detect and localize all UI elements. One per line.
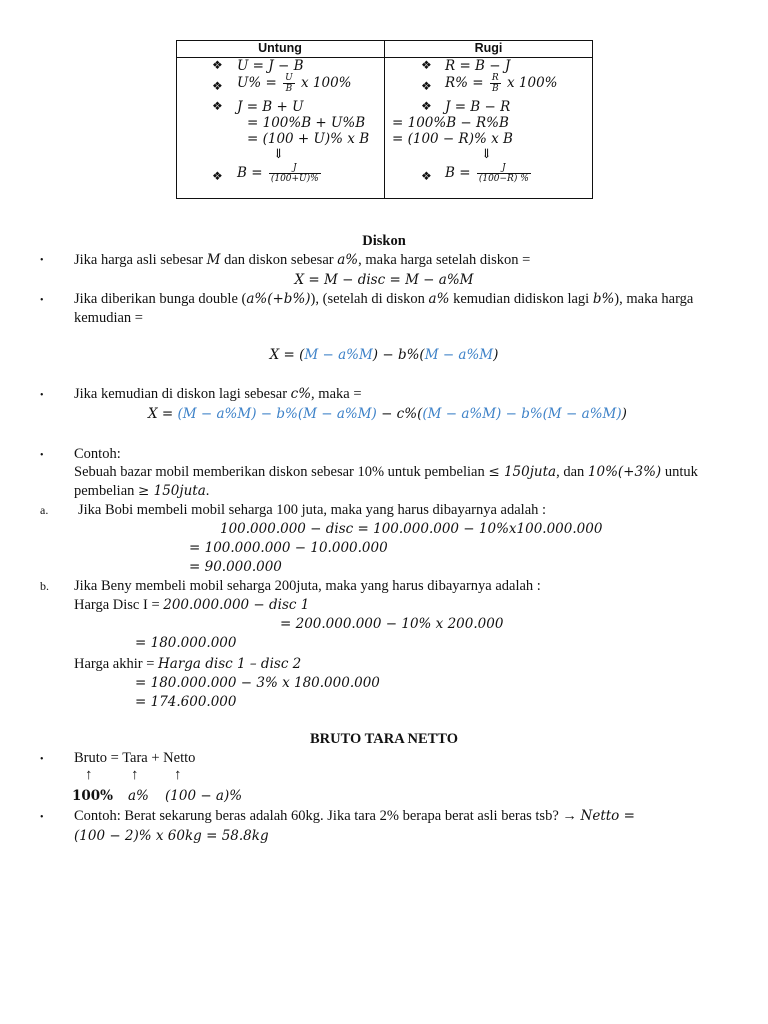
text: untuk [664, 464, 698, 480]
text: ), maka harga [614, 291, 694, 307]
fraction-numerator: J [477, 163, 531, 174]
bruto-example-result: (100 − 2)% x 60kg = 58.8kg [74, 828, 269, 844]
math: ) [493, 347, 499, 363]
untung-formula-6 [237, 163, 323, 184]
list-marker-a: a. [40, 503, 49, 517]
contoh-label: Contoh: [74, 446, 121, 462]
math: 10%(+3%) [587, 464, 662, 480]
bullet: • [40, 450, 44, 461]
rugi-formula-6 [445, 163, 533, 184]
text: kemudian didiskon lagi [453, 291, 590, 307]
list-marker-b: b. [40, 579, 49, 593]
contoh-b-line-5: = 180.000.000 − 3% x 180.000.000 [135, 675, 380, 691]
contoh-b-line-3: = 180.000.000 [135, 635, 237, 651]
diamond-bullet-icon: ❖ [421, 169, 432, 183]
contoh-a-text: Jika Bobi membeli mobil seharga 100 juta, maka yang harus dibayarnya adalah : [78, 502, 547, 518]
diskon-equation-3 [148, 406, 627, 422]
diamond-bullet-icon: ❖ [421, 79, 432, 93]
contoh-a-equation-3: = 90.000.000 [189, 559, 282, 575]
math: X = ( [269, 347, 305, 363]
untung-formula-1: U = J − B [237, 58, 304, 74]
untung-formula-2-lhs: U% = [237, 75, 277, 91]
math: ≤ 150juta [488, 464, 557, 480]
diskon-paragraph-3 [74, 386, 362, 403]
contoh-a-equation-2: = 100.000.000 − 10.000.000 [189, 540, 388, 556]
contoh-b-line-2: = 200.000.000 − 10% x 200.000 [280, 616, 504, 632]
header-rugi: Rugi [474, 41, 503, 55]
diamond-bullet-icon: ❖ [212, 58, 223, 72]
fraction [283, 73, 295, 94]
text: Jika harga asli sebesar [74, 252, 203, 268]
fraction-denominator: B [285, 84, 293, 94]
rugi-formula-2-lhs: R% = [445, 75, 484, 91]
fraction-numerator: J [269, 163, 321, 174]
up-arrow-icon: ↑ [174, 767, 182, 783]
contoh-b-text: Jika Beny membeli mobil seharga 200juta, maka yang harus dibayarnya adalah : [74, 578, 541, 594]
up-arrow-icon: ↑ [131, 767, 139, 783]
text: , maka = [311, 386, 362, 402]
math: − c%( [381, 406, 423, 422]
up-arrow-icon: ↑ [85, 767, 93, 783]
diskon-paragraph-2 [74, 291, 693, 308]
fraction-denominator: (100+U)% [270, 174, 319, 184]
text: pembelian [74, 483, 135, 499]
text: , dan [556, 464, 585, 480]
diamond-bullet-icon: ❖ [421, 58, 432, 72]
contoh-b-line-6: = 174.600.000 [135, 694, 237, 710]
untung-formula-3: J = B + U [237, 99, 304, 115]
bullet: • [40, 390, 44, 401]
rugi-formula-3: J = B − R [445, 99, 511, 115]
diskon-equation-1: X = M − disc = M − a%M [294, 272, 474, 288]
contoh-b-line-1 [74, 597, 309, 614]
bruto-value: 100% [72, 788, 114, 804]
diskon-title: Diskon [362, 233, 406, 249]
text: dan diskon sebesar [224, 252, 334, 268]
math: X = [148, 406, 174, 422]
contoh-b-line-4 [74, 656, 301, 673]
rugi-formula-1: R = B − J [445, 58, 511, 74]
untung-formula-4: = 100%B + U%B [247, 115, 366, 131]
diamond-bullet-icon: ❖ [212, 99, 223, 113]
contoh-a-equation-1: 100.000.000 − disc = 100.000.000 − 10%x100.000.000 [220, 521, 603, 537]
math: M [206, 252, 221, 268]
math: a% [428, 291, 450, 307]
bruto-title: BRUTO TARA NETTO [309, 731, 458, 747]
math-highlight: (M − a%M) − b%(M − a%M) [422, 406, 622, 422]
bruto-example [74, 808, 635, 825]
diskon-paragraph-1 [74, 252, 530, 269]
math: a% [337, 252, 359, 268]
math: Netto = [580, 808, 635, 824]
untung-formula-2-rhs: x 100% [301, 75, 352, 91]
untung-formula-5: = (100 + U)% x B [247, 131, 370, 147]
bullet: • [40, 754, 44, 765]
fraction [477, 163, 531, 184]
header-untung: Untung [258, 41, 302, 55]
rugi-formula-4: = 100%B − R%B [392, 115, 509, 131]
text: Harga Disc I = [74, 597, 160, 613]
fraction [490, 73, 501, 94]
diskon-equation-2 [0, 347, 768, 363]
fraction-denominator: B [491, 84, 499, 94]
rugi-formula-2-rhs: x 100% [506, 75, 558, 91]
diamond-bullet-icon: ❖ [212, 169, 223, 183]
math-highlight: (M − a%M) − b%(M − a%M) [177, 406, 377, 422]
math-highlight: M − a%M [304, 347, 373, 363]
math: Harga disc 1 – disc 2 [158, 656, 302, 672]
bullet: • [40, 812, 44, 823]
math: ) [621, 406, 627, 422]
math: c% [290, 386, 312, 402]
text: Harga akhir = [74, 656, 155, 672]
fraction-denominator: (100−R) % [478, 174, 529, 184]
math: ) − b%( [372, 347, 425, 363]
table-column-divider [384, 40, 385, 199]
math-highlight: M − a%M [424, 347, 494, 363]
text: Sebuah bazar mobil memberikan diskon sebesar 10% untuk pembelian [74, 464, 485, 480]
double-down-arrow-icon: ⇓ [481, 146, 492, 161]
fraction-numerator: U [285, 73, 293, 83]
math: ≥ 150juta [138, 483, 206, 499]
text: Jika diberikan bunga double ( [74, 291, 247, 307]
bullet: • [40, 295, 44, 306]
diskon-paragraph-2-continued: kemudian = [74, 310, 143, 326]
fraction [269, 163, 321, 184]
untung-formula-6-lhs: B = [237, 165, 263, 181]
untung-formula-2 [237, 73, 352, 94]
fraction-numerator: R [491, 73, 499, 83]
text: Contoh: Berat sekarung beras adalah 60kg. Jika tara 2% berapa berat asli beras tsb? → [74, 808, 577, 824]
math: b% [592, 291, 615, 307]
bruto-formula: Bruto = Tara + Netto [74, 750, 196, 766]
rugi-formula-2 [445, 73, 557, 94]
text: . [205, 483, 210, 499]
text: Jika kemudian di diskon lagi sebesar [74, 386, 288, 402]
rugi-formula-5: = (100 − R)% x B [392, 131, 513, 147]
math: a%(+b%) [246, 291, 311, 307]
rugi-formula-6-lhs: B = [445, 165, 471, 181]
contoh-line-2 [74, 483, 209, 500]
text: , maka harga setelah diskon = [358, 252, 531, 268]
bullet: • [40, 255, 44, 266]
double-down-arrow-icon: ⇓ [273, 146, 284, 161]
diamond-bullet-icon: ❖ [212, 79, 223, 93]
tara-value: a% [128, 788, 149, 804]
netto-value: (100 − a)% [165, 788, 243, 804]
text: ), (setelah di diskon [310, 291, 425, 307]
math: 200.000.000 − disc 1 [163, 597, 310, 613]
contoh-line-1 [74, 464, 698, 481]
diamond-bullet-icon: ❖ [421, 99, 432, 113]
